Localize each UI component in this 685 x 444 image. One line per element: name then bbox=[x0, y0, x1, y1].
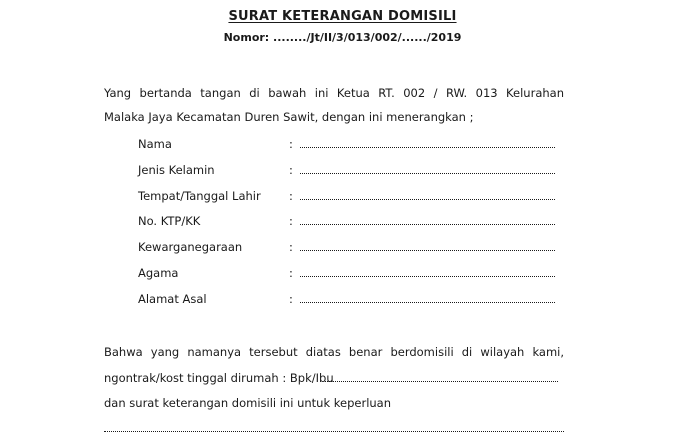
closing-paragraph-line-3: dan surat keterangan domisili ini untuk keperluan bbox=[104, 396, 392, 410]
document-title bbox=[0, 9, 685, 25]
field-label-tempat-tanggal-lahir: Tempat/Tanggal Lahir bbox=[138, 189, 261, 203]
field-blank-ktp-kk bbox=[300, 223, 555, 225]
closing-paragraph-line-2: ngontrak/kost tinggal dirumah : Bpk/Ibu bbox=[104, 371, 334, 385]
document-title-text: SURAT KETERANGAN DOMISILI bbox=[228, 9, 457, 24]
field-label-kewarganegaraan: Kewarganegaraan bbox=[138, 240, 243, 254]
field-separator-jenis-kelamin: : bbox=[289, 163, 293, 177]
field-separator-ktp-kk: : bbox=[289, 214, 293, 228]
field-blank-jenis-kelamin bbox=[300, 172, 555, 174]
opening-paragraph-line-2: Malaka Jaya Kecamatan Duren Sawit, dengan ini menerangkan ; bbox=[104, 110, 474, 124]
field-label-jenis-kelamin: Jenis Kelamin bbox=[138, 163, 215, 177]
field-separator-nama: : bbox=[289, 137, 293, 151]
document-number: Nomor: ......../Jt/II/3/013/002/....../2019 bbox=[223, 31, 462, 44]
purpose-blank bbox=[104, 430, 564, 432]
opening-paragraph-line-1: Yang bertanda tangan di bawah ini Ketua RT. 002 / RW. 013 Kelurahan bbox=[104, 86, 564, 100]
field-separator-tempat-tanggal-lahir: : bbox=[289, 189, 293, 203]
field-separator-alamat-asal: : bbox=[289, 292, 293, 306]
landlord-name-blank bbox=[325, 380, 558, 382]
field-label-nama: Nama bbox=[138, 137, 172, 151]
closing-paragraph-line-1: Bahwa yang namanya tersebut diatas benar berdomisili di wilayah kami, bbox=[104, 345, 564, 359]
field-blank-kewarganegaraan bbox=[300, 249, 555, 251]
field-blank-nama bbox=[300, 146, 555, 148]
field-label-alamat-asal: Alamat Asal bbox=[138, 292, 207, 306]
field-label-ktp-kk: No. KTP/KK bbox=[138, 214, 201, 228]
field-blank-alamat-asal bbox=[300, 301, 555, 303]
field-label-agama: Agama bbox=[138, 266, 179, 280]
field-blank-tempat-tanggal-lahir bbox=[300, 198, 555, 200]
field-blank-agama bbox=[300, 275, 555, 277]
field-separator-kewarganegaraan: : bbox=[289, 240, 293, 254]
field-separator-agama: : bbox=[289, 266, 293, 280]
